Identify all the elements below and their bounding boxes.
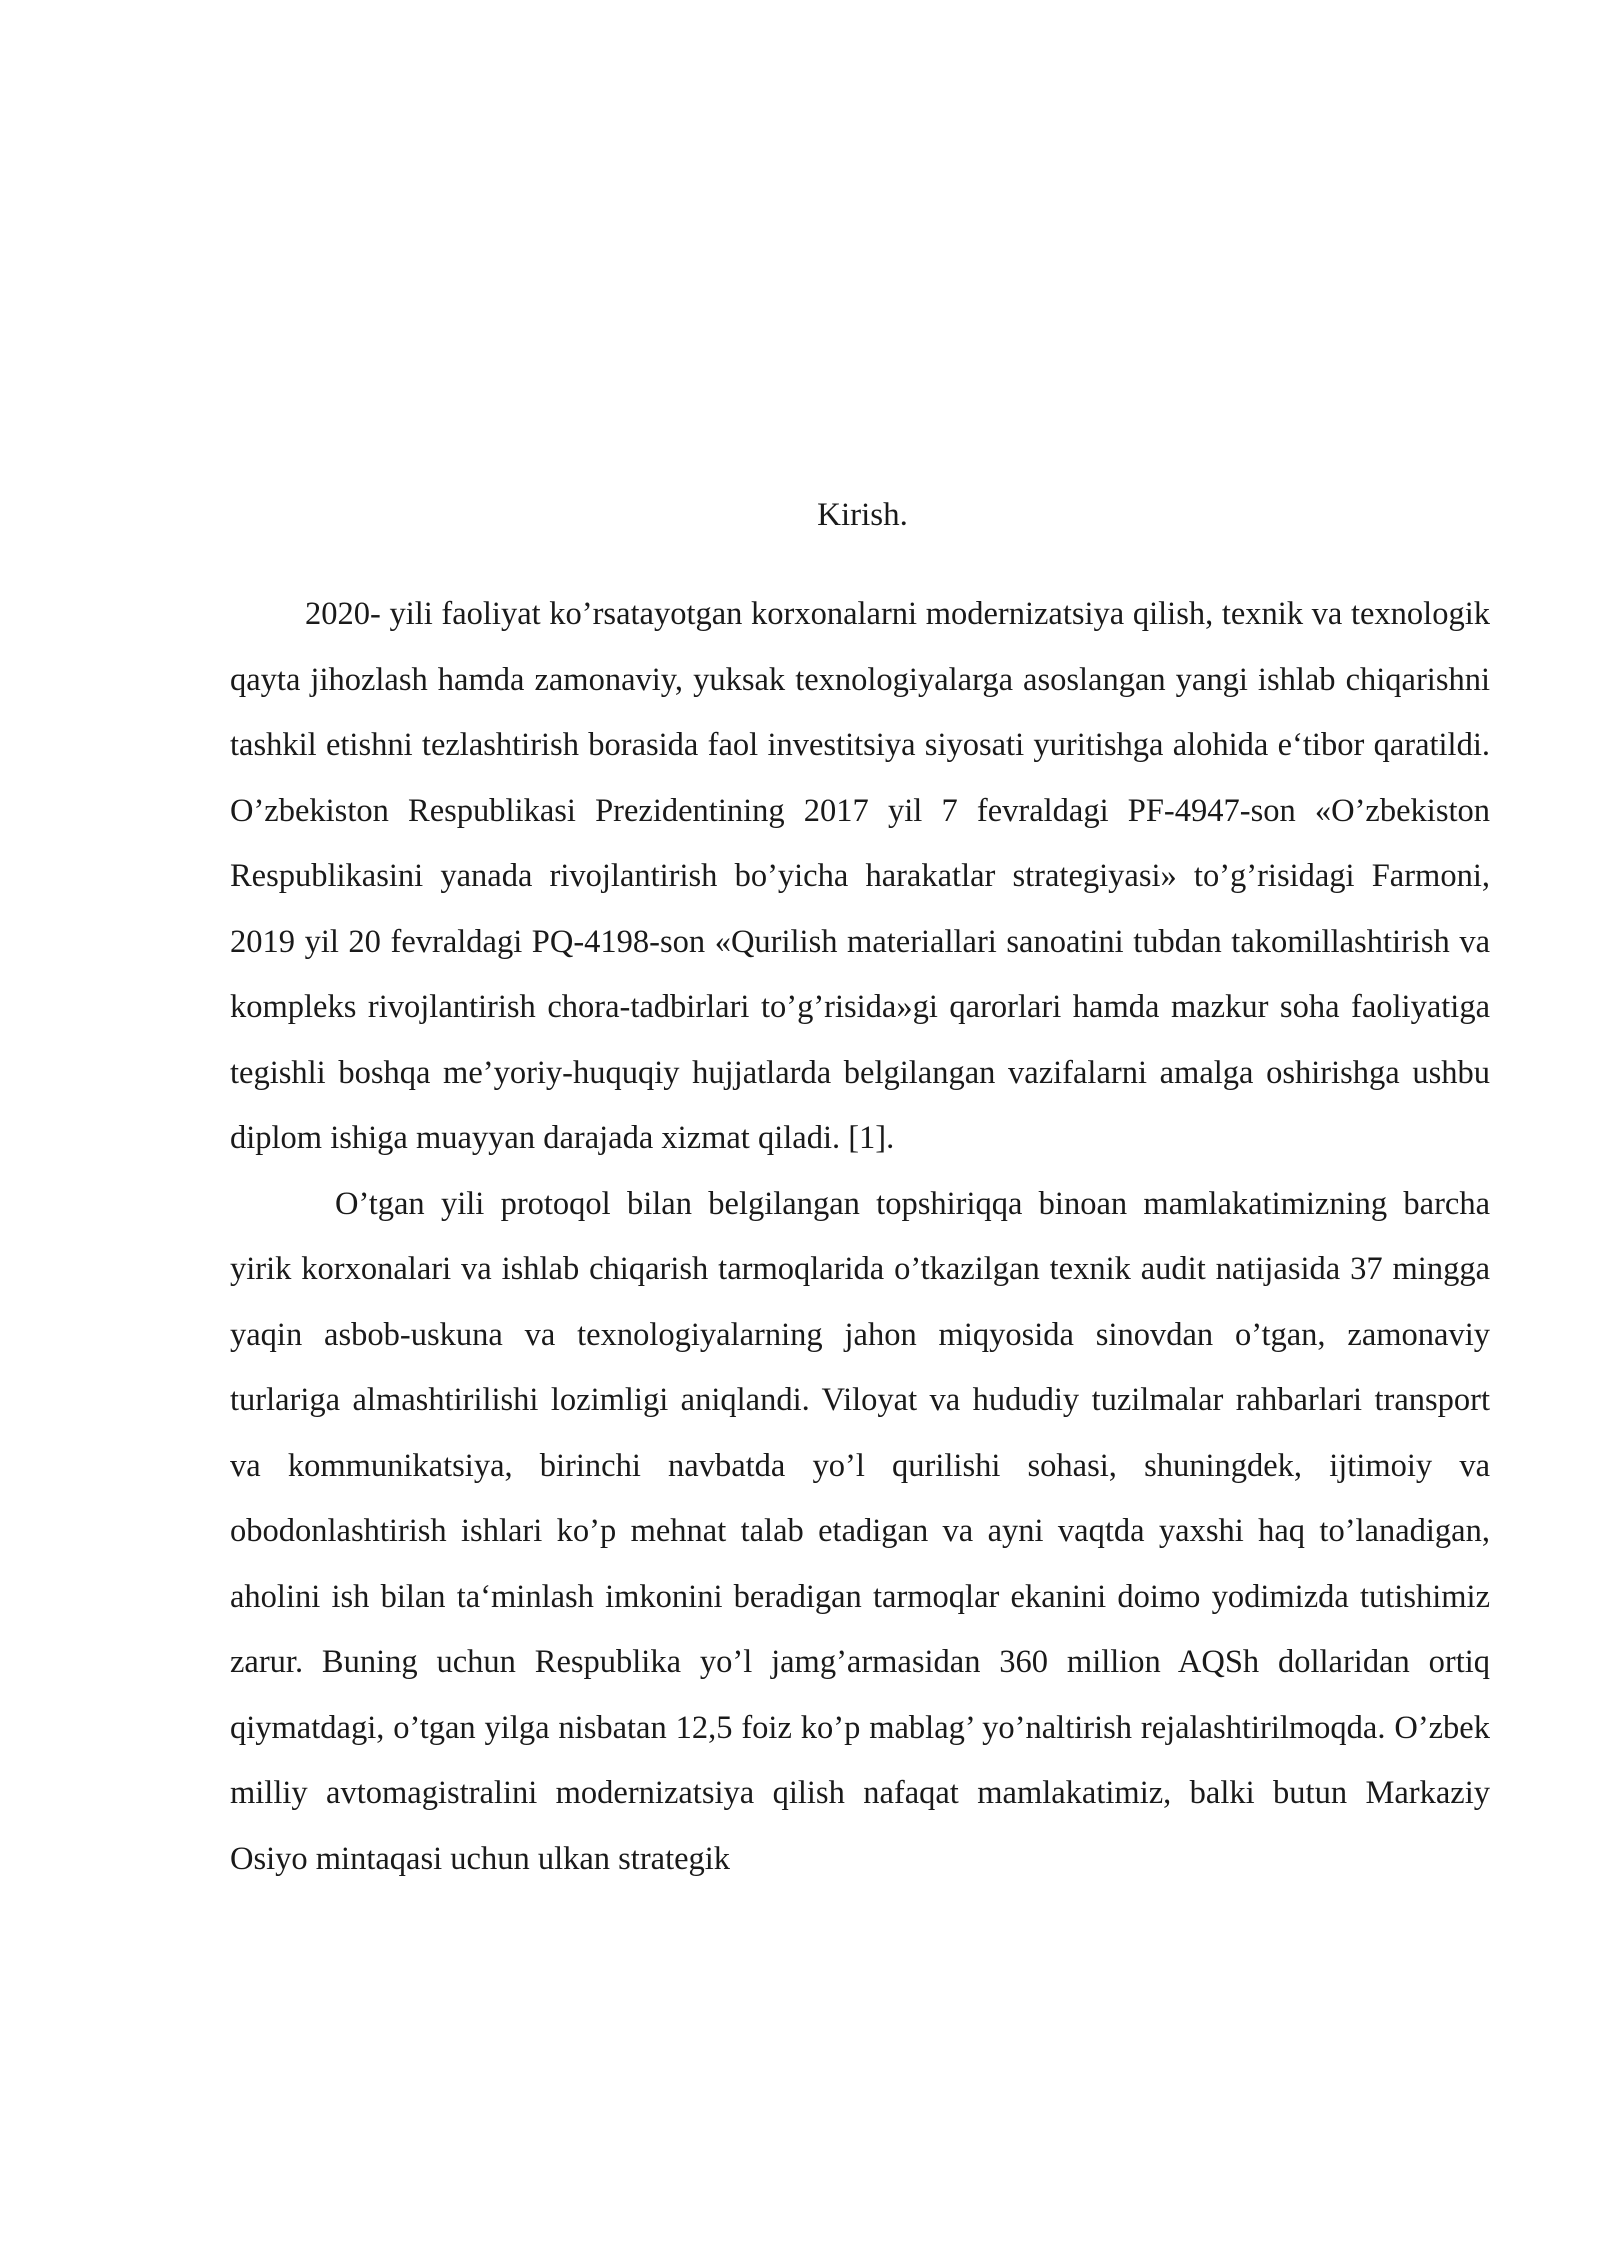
paragraph-1: 2020- yili faoliyat ko’rsatayotgan korxonalarni modernizatsiya qilish, texnik va texnologik qayta jihozlash hamda zamonaviy, yuksak texnologiyalarga asoslangan yangi ishlab chiqarishni tashkil etishni tezlashtirish borasida faol investitsiya siyosati yuritishga alohida e‘tibor qaratildi. O’zbekiston Respublikasi Prezidentining 2017 yil 7 fevraldagi PF-4947-son «O’zbekiston Respublikasini yanada rivojlantirish bo’yicha harakatlar strategiyasi» to’g’risidagi Farmoni, 2019 yil 20 fevraldagi PQ-4198-son «Qurilish materiallari sanoatini tubdan takomillashtirish va kompleks rivojlantirish chora-tadbirlari to’g’risida»gi qarorlari hamda mazkur soha faoliyatiga tegishli boshqa me’yoriy-huquqiy hujjatlarda belgilangan vazifalarni amalga oshirishga ushbu diplom ishiga muayyan darajada xizmat qiladi. [1]. <box>230 596 1490 1156</box>
document-body <box>230 582 1490 1892</box>
page-title: Kirish. <box>817 497 908 533</box>
paragraph-2: O’tgan yili protoqol bilan belgilangan topshiriqqa binoan mamlakatimizning barcha yirik korxonalari va ishlab chiqarish tarmoqlarida o’tkazilgan texnik audit natijasida 37 mingga yaqin asbob-uskuna va texnologiyalarning jahon miqyosida sinovdan o’tgan, zamonaviy turlariga almashtirilishi lozimligi aniqlandi. Viloyat va hududiy tuzilmalar rahbarlari transport va kommunikatsiya, birinchi navbatda yo’l qurilishi sohasi, shuningdek, ijtimoiy va obodonlashtirish ishlari ko’p mehnat talab etadigan va ayni vaqtda yaxshi haq to’lanadigan, aholini ish bilan ta‘minlash imkonini beradigan tarmoqlar ekanini doimo yodimizda tutishimiz zarur. Buning uchun Respublika yo’l jamg’armasidan 360 million AQSh dollaridan ortiq qiymatdagi, o’tgan yilga nisbatan 12,5 foiz ko’p mablag’ yo’naltirish rejalashtirilmoqda. O’zbek milliy avtomagistralini modernizatsiya qilish nafaqat mamlakatimiz, balki butun Markaziy Osiyo mintaqasi uchun ulkan strategik <box>230 1185 1490 1877</box>
